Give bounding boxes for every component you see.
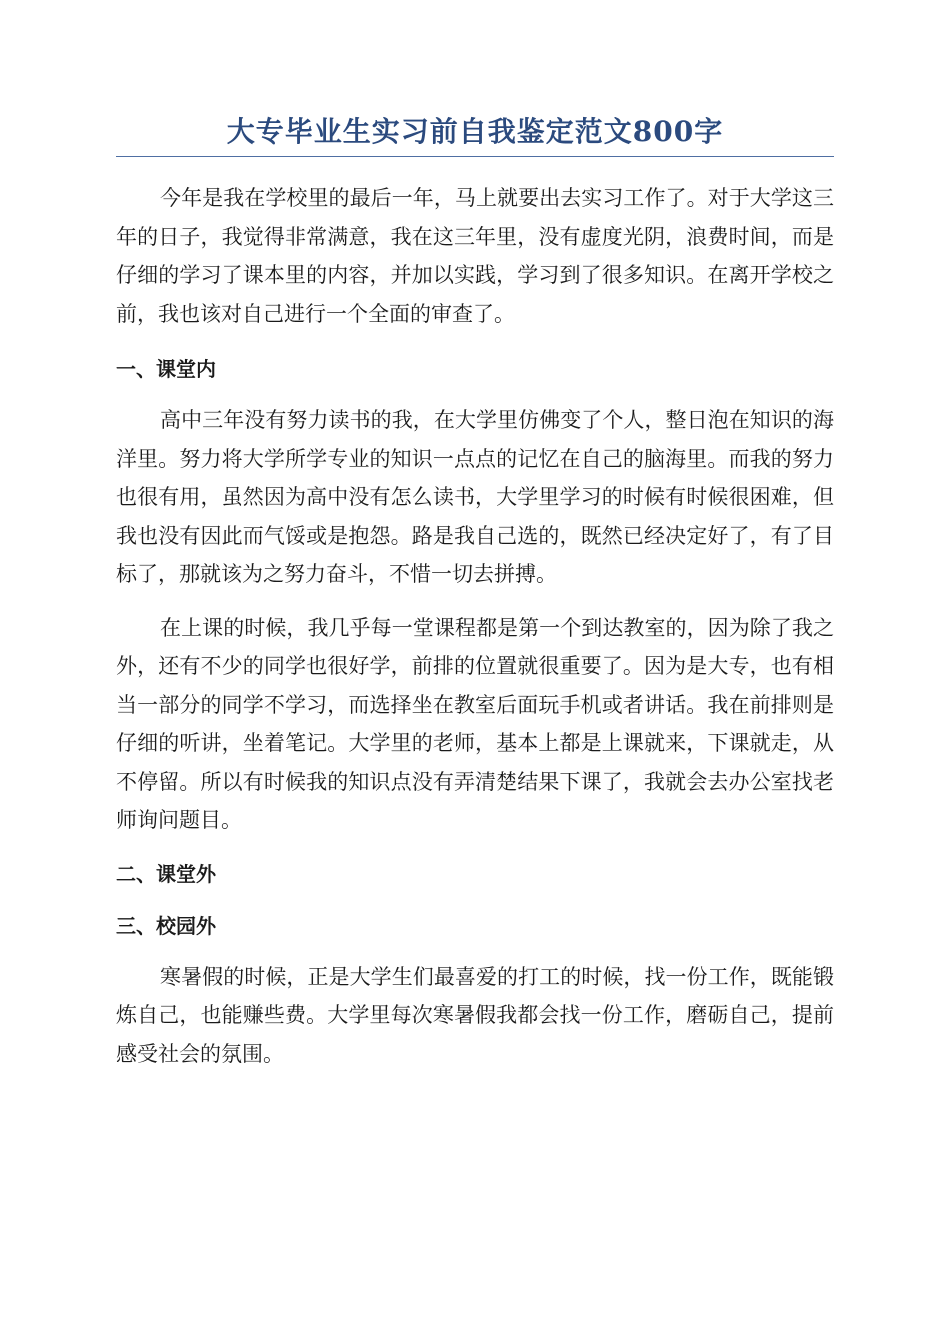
section-paragraph: 在上课的时候，我几乎每一堂课程都是第一个到达教室的，因为除了我之外，还有不少的同学也很好学，前排的位置就很重要了。因为是大专，也有相当一部分的同学不学习，而选择坐在教室后面玩手机或者讲话。我在前排则是仔细的听讲，坐着笔记。大学里的老师，基本上都是上课就来，下课就走，从不停留。所以有时候我的知识点没有弄清楚结果下课了，我就会去办公室找老师询问题目。	[116, 615, 834, 832]
document-title: 大专毕业生实习前自我鉴定范文800字	[116, 110, 834, 157]
document-page	[116, 110, 834, 1073]
section-heading-off-campus: 三、校园外	[116, 913, 216, 938]
section-paragraph: 高中三年没有努力读书的我，在大学里仿佛变了个人，整日泡在知识的海洋里。努力将大学所学专业的知识一点点的记忆在自己的脑海里。而我的努力也很有用，虽然因为高中没有怎么读书，大学里学习的时候有时候很困难，但我也没有因此而气馁或是抱怨。路是我自己选的，既然已经决定好了，有了目标了，那就该为之努力奋斗，不惜一切去拼搏。	[116, 408, 834, 586]
intro-paragraph: 今年是我在学校里的最后一年，马上就要出去实习工作了。对于大学这三年的日子，我觉得非常满意，我在这三年里，没有虚度光阴，浪费时间，而是仔细的学习了课本里的内容，并加以实践，学习到了很多知识。在离开学校之前，我也该对自己进行一个全面的审查了。	[116, 186, 834, 326]
section-paragraph: 寒暑假的时候，正是大学生们最喜爱的打工的时候，找一份工作，既能锻炼自己，也能赚些费。大学里每次寒暑假我都会找一份工作，磨砺自己，提前感受社会的氛围。	[116, 964, 834, 1066]
section-heading-outside-class: 二、课堂外	[116, 861, 216, 886]
section-heading-in-class: 一、课堂内	[116, 357, 216, 381]
